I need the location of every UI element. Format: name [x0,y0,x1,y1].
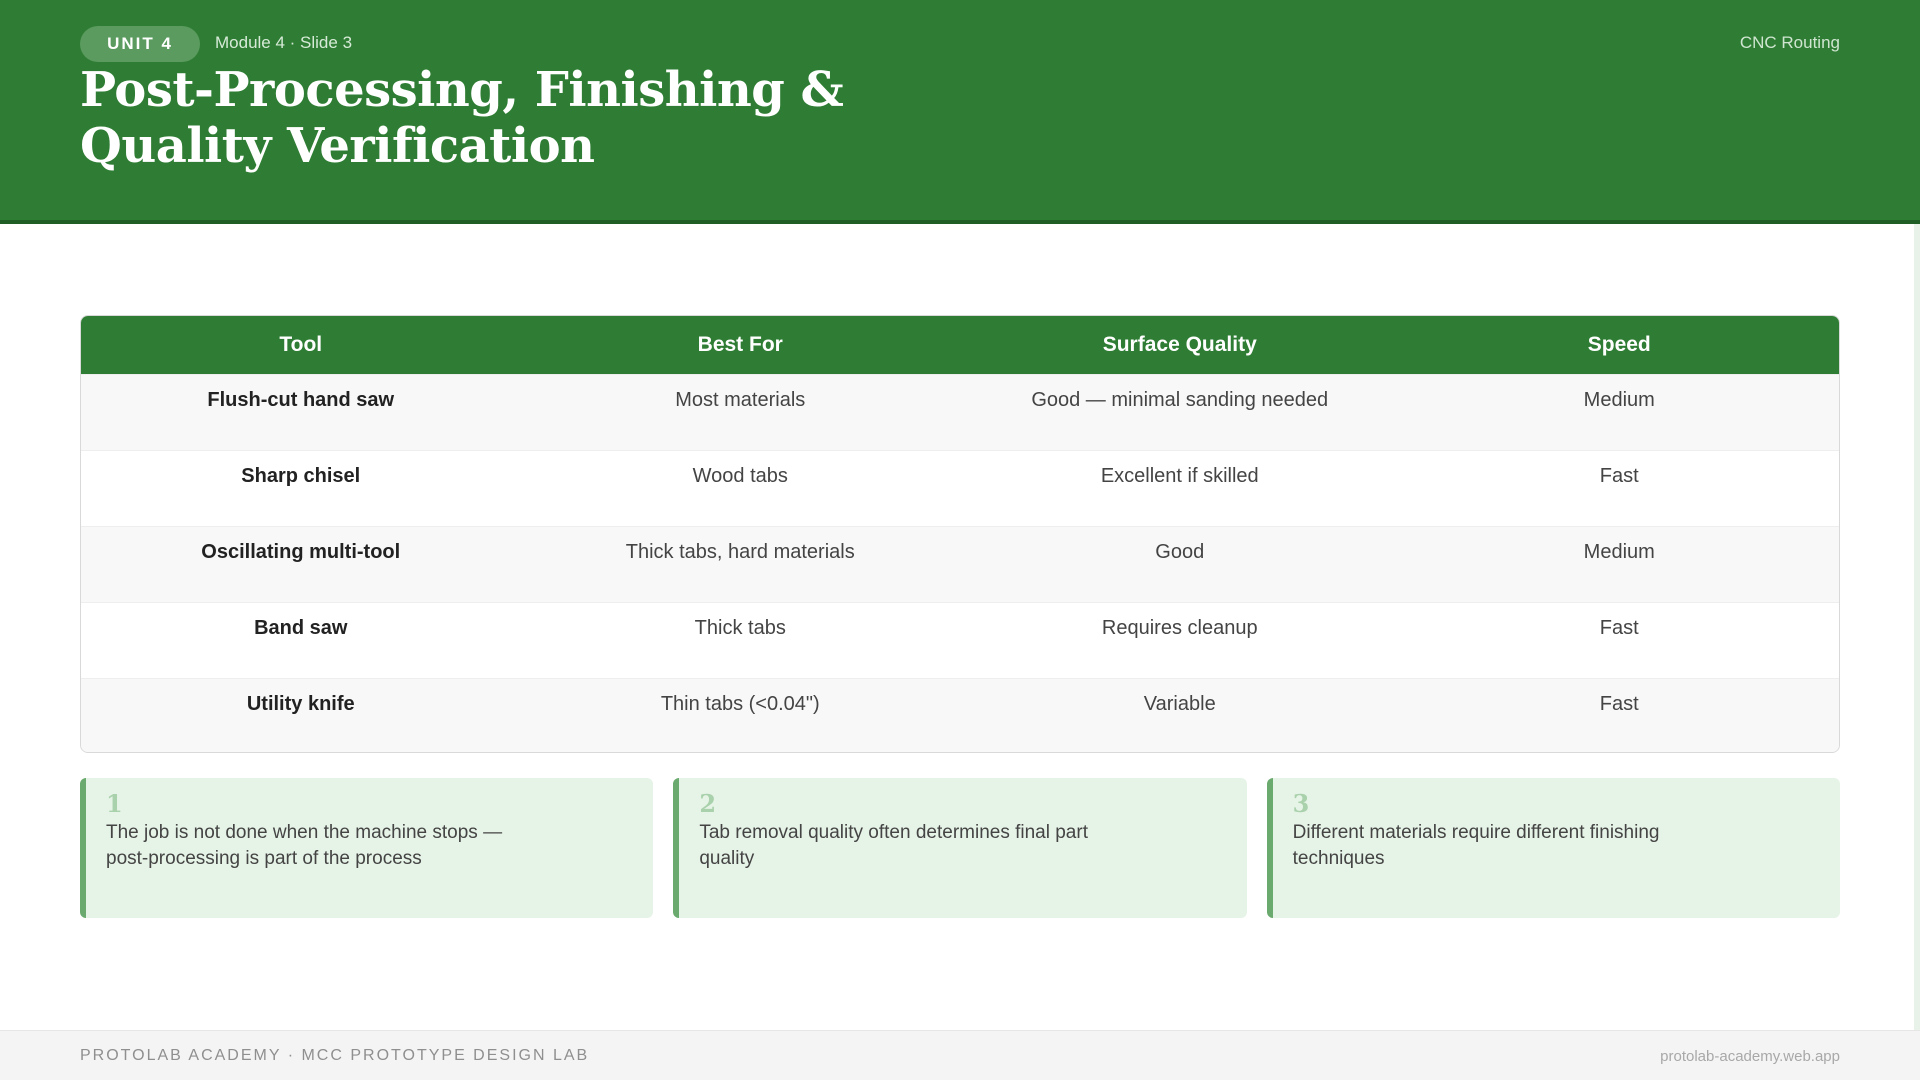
cell-best-for: Wood tabs [692,465,788,487]
cell-tool: Utility knife [246,693,355,715]
cell-tool: Band saw [254,617,348,639]
cell-tool: Oscillating multi-tool [201,541,401,563]
cell-surface-quality: Good [1155,541,1205,563]
takeaway-text: The job is not done when the machine stops — post-processing is part of the process [106,822,503,869]
cell-speed: Medium [1583,389,1655,411]
footer-url: protolab-academy.web.app [1660,1048,1840,1065]
cell-speed: Fast [1599,465,1639,487]
cell-surface-quality: Excellent if skilled [1100,465,1259,487]
cell-surface-quality: Requires cleanup [1101,617,1258,639]
takeaway-number: 3 [1292,789,1310,818]
table-row [81,678,1839,753]
cell-speed: Fast [1599,693,1639,715]
table-header-row [81,316,1839,374]
takeaway-number: 2 [699,789,717,818]
cell-best-for: Most materials [675,389,806,411]
right-edge-strip [1914,224,1920,1030]
cell-surface-quality: Variable [1143,693,1216,715]
column-header-speed: Speed [1587,333,1651,356]
takeaway-card [673,778,1246,918]
cell-best-for: Thin tabs (<0.04") [660,693,820,715]
module-slide-label: Module 4 · Slide 3 [215,33,353,52]
cell-speed: Fast [1599,617,1639,639]
slide-footer [0,1030,1920,1080]
course-label: CNC Routing [1739,33,1840,52]
table-row [81,374,1839,450]
column-header-surface-quality: Surface Quality [1102,333,1257,356]
cell-best-for: Thick tabs, hard materials [625,541,855,563]
table-row [81,602,1839,678]
takeaway-text: Different materials require different finishing techniques [1292,822,1660,869]
takeaway-text: Tab removal quality often determines final part quality [699,822,1088,869]
column-header-best-for: Best For [697,333,783,356]
takeaway-number: 1 [106,789,123,818]
cell-surface-quality: Good — minimal sanding needed [1031,389,1329,411]
tools-table [80,315,1840,753]
column-header-tool: Tool [279,333,323,356]
takeaway-card [80,778,653,918]
footer-organization: PROTOLAB ACADEMY · MCC PROTOTYPE DESIGN LAB [80,1047,590,1064]
cell-speed: Medium [1583,541,1655,563]
table-row [81,526,1839,602]
cell-best-for: Thick tabs [694,617,786,639]
slide-header [0,0,1920,224]
takeaway-card [1267,778,1840,918]
key-takeaways [80,778,1840,918]
slide-title: Post-Processing, Finishing & Quality Verification [80,62,844,174]
unit-badge: UNIT 4 [80,26,200,62]
table-row [81,450,1839,526]
cell-tool: Flush-cut hand saw [207,389,395,411]
cell-tool: Sharp chisel [241,465,361,487]
